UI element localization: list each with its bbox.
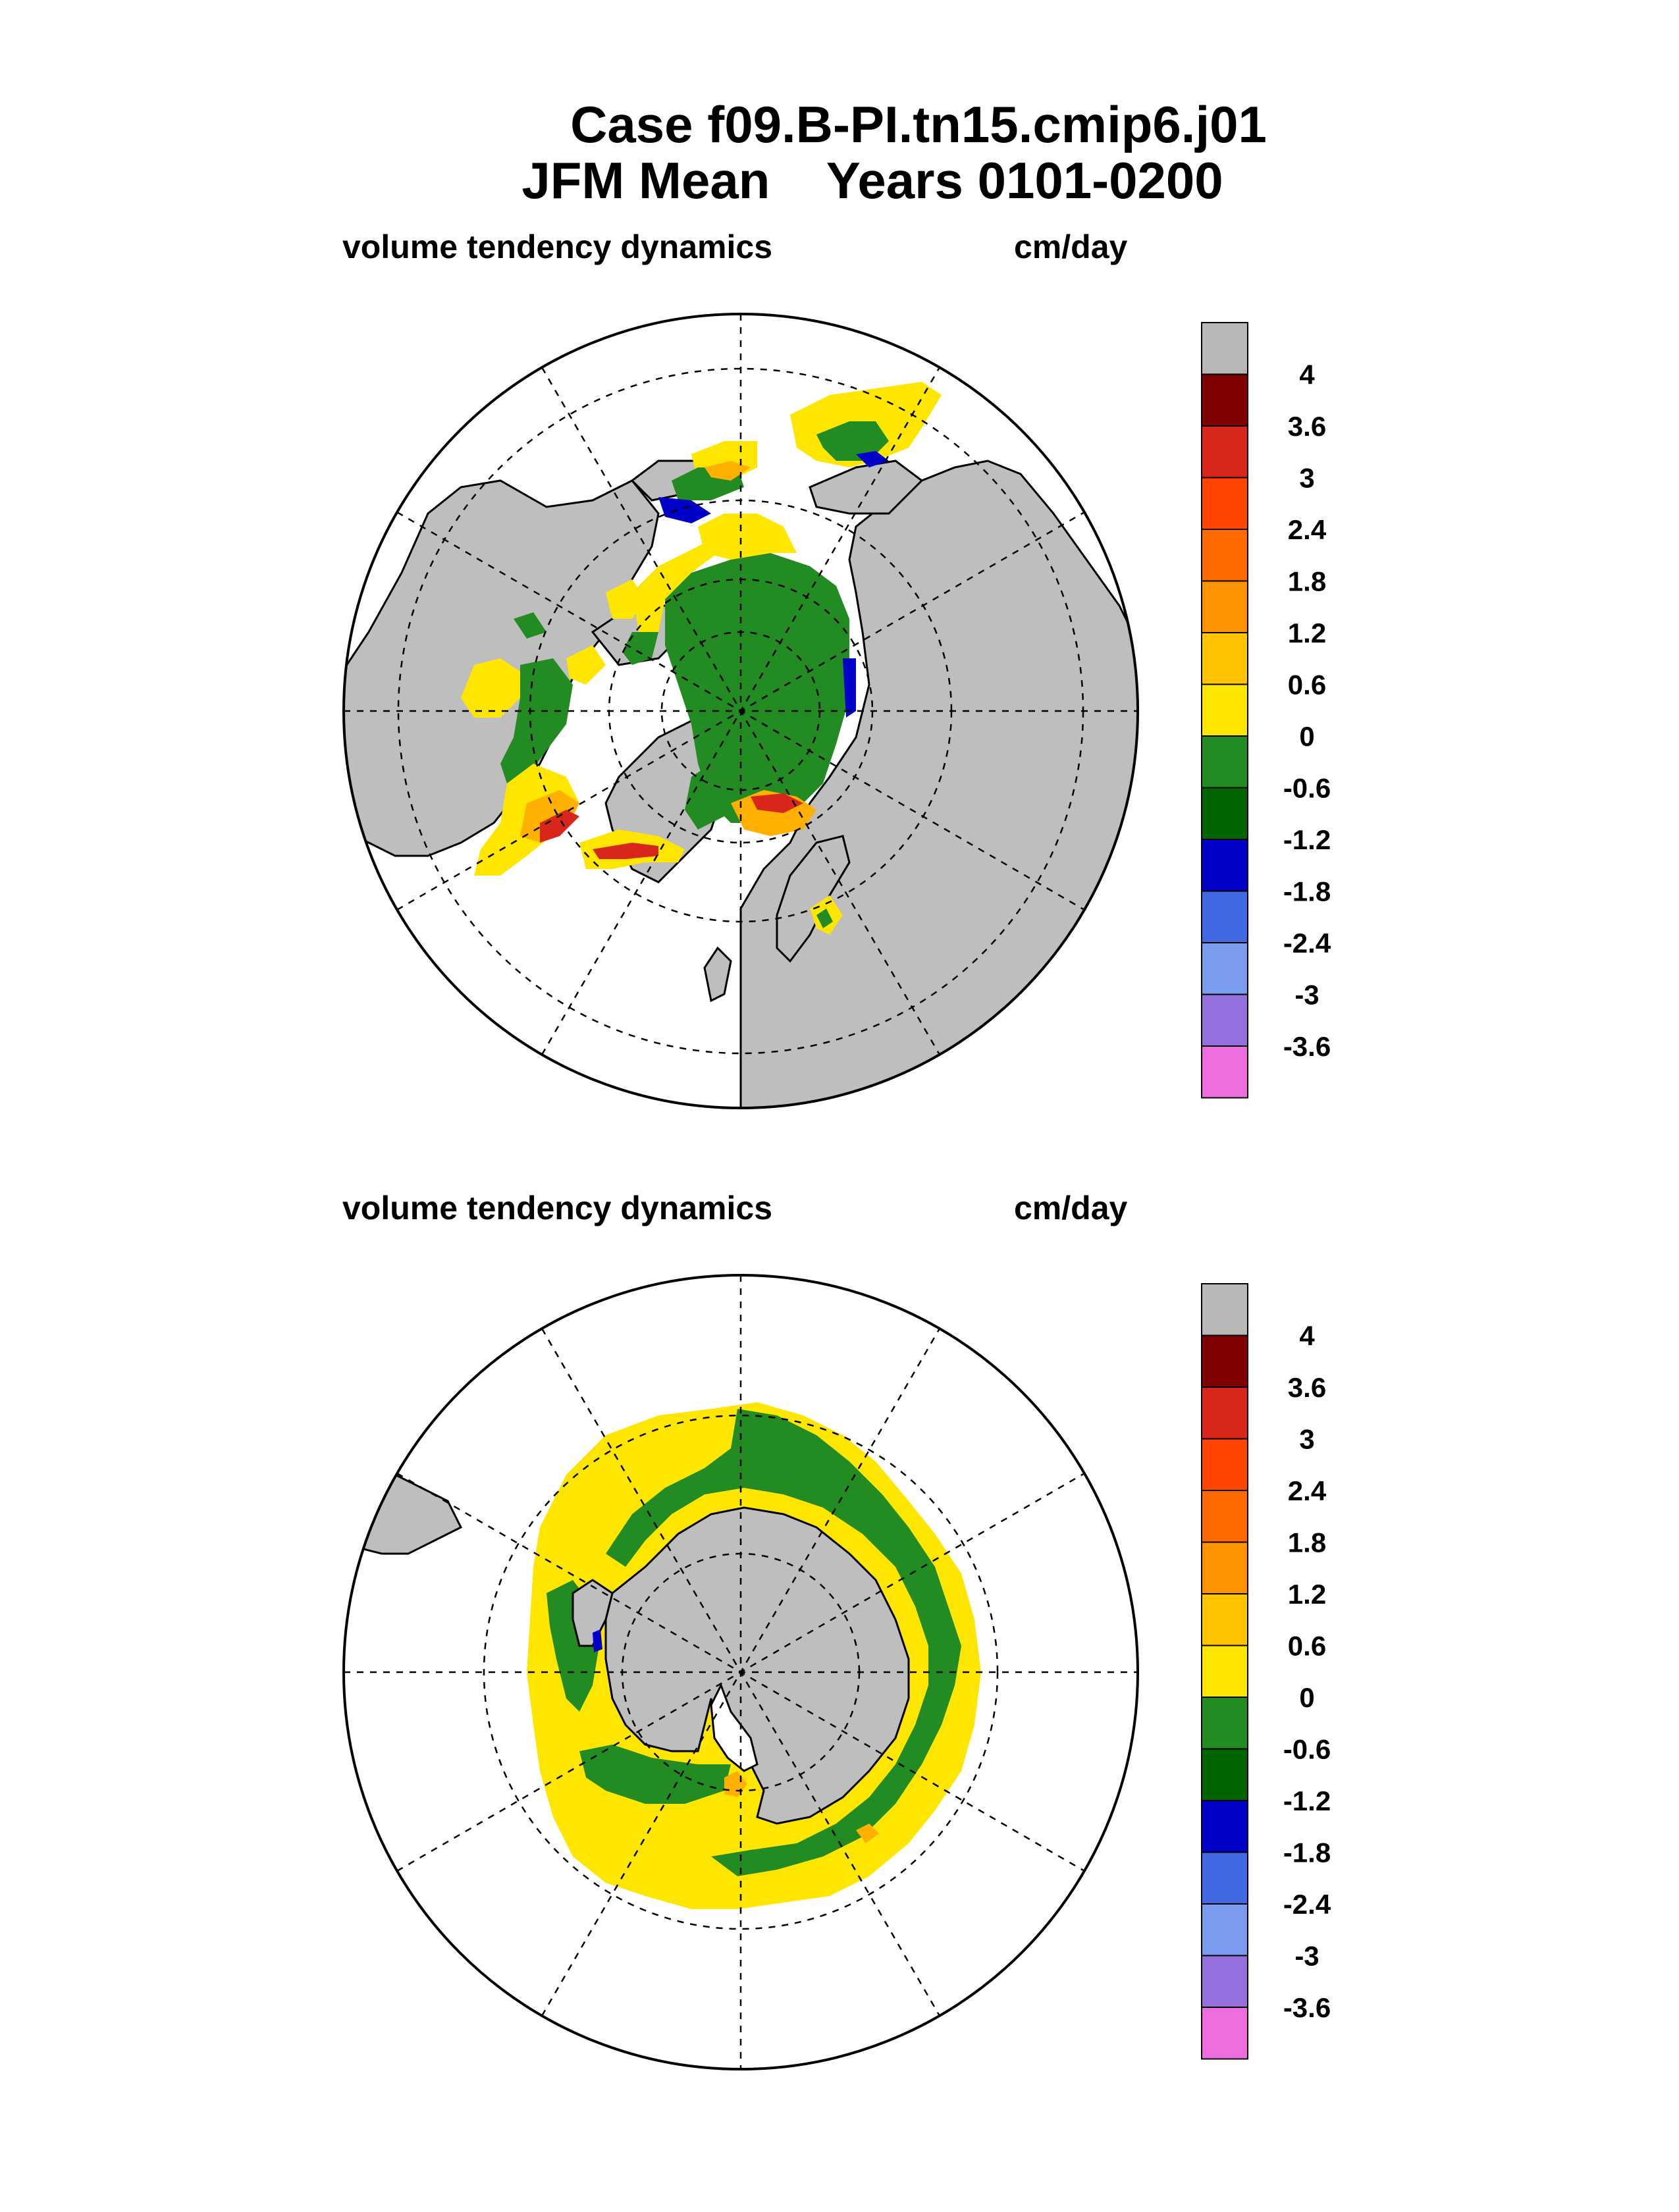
colorbar-swatch: [1202, 2007, 1248, 2059]
figure-title-period: JFM Mean Years 0101-0200: [521, 151, 1223, 209]
colorbar-swatch: [1202, 788, 1248, 840]
colorbar-top: [1202, 323, 1331, 1098]
colorbar-tick-label: 2.4: [1287, 1475, 1327, 1506]
colorbar-tick-label: -3: [1294, 1940, 1319, 1972]
colorbar-tick-label: -3.6: [1283, 1992, 1331, 2023]
colorbar-tick-label: -2.4: [1283, 1889, 1331, 1920]
colorbar-tick-label: -3.6: [1283, 1031, 1331, 1062]
colorbar-swatch: [1202, 529, 1248, 581]
colorbar-swatch: [1202, 1336, 1248, 1388]
colorbar-tick-label: 3.6: [1287, 411, 1327, 442]
colorbar-tick-label: 1.8: [1287, 1527, 1327, 1558]
colorbar-swatch: [1202, 581, 1248, 633]
colorbar-swatch: [1202, 1646, 1248, 1698]
colorbar-tick-label: 3.6: [1287, 1372, 1327, 1403]
colorbar-swatch: [1202, 1046, 1248, 1098]
colorbar-swatch: [1202, 1542, 1248, 1594]
colorbar-swatch: [1202, 1387, 1248, 1439]
colorbar-tick-label: 1.8: [1287, 566, 1327, 597]
colorbar-tick-label: 1.2: [1287, 618, 1327, 648]
colorbar-tick-label: 4: [1299, 1320, 1315, 1352]
figure-title-case: Case f09.B-PI.tn15.cmip6.j01: [570, 95, 1267, 153]
colorbar-tick-label: 3: [1299, 462, 1315, 494]
colorbar-tick-label: 1.2: [1287, 1579, 1327, 1610]
colorbar-swatch: [1202, 1490, 1248, 1542]
bottom-panel-units-label: cm/day: [1014, 1190, 1128, 1226]
bottom-panel-variable-label: volume tendency dynamics: [342, 1190, 773, 1226]
colorbar-tick-label: -0.6: [1283, 1733, 1331, 1765]
colorbar-tick-label: 3: [1299, 1423, 1315, 1455]
colorbar-swatch: [1202, 1956, 1248, 2008]
colorbar-swatch: [1202, 633, 1248, 685]
colorbar-tick-label: 0.6: [1287, 1630, 1327, 1662]
colorbar-swatch: [1202, 1749, 1248, 1801]
colorbar-tick-label: 0.6: [1287, 669, 1327, 700]
colorbar-tick-label: -1.8: [1283, 876, 1331, 907]
colorbar-swatch: [1202, 1904, 1248, 1956]
colorbar-swatch: [1202, 1697, 1248, 1749]
colorbar-swatch: [1202, 943, 1248, 995]
colorbar-swatch: [1202, 478, 1248, 530]
arctic-map-panel: [0, 263, 1679, 1251]
colorbar-swatch: [1202, 426, 1248, 478]
colorbar-tick-label: 0: [1299, 1682, 1315, 1713]
colorbar-tick-label: -1.2: [1283, 824, 1331, 855]
colorbar-swatch: [1202, 323, 1248, 375]
top-panel-units-label: cm/day: [1014, 228, 1128, 265]
colorbar-tick-label: -0.6: [1283, 772, 1331, 804]
colorbar-swatch: [1202, 375, 1248, 427]
colorbar-swatch: [1202, 995, 1248, 1047]
colorbar-tick-label: 0: [1299, 721, 1315, 752]
colorbar-tick-label: 4: [1299, 359, 1315, 390]
colorbar-tick-label: 2.4: [1287, 514, 1327, 545]
colorbar-tick-label: -3: [1294, 979, 1319, 1011]
top-panel-variable-label: volume tendency dynamics: [342, 228, 773, 265]
colorbar-swatch: [1202, 736, 1248, 788]
colorbar-tick-label: -1.8: [1283, 1837, 1331, 1868]
colorbar-swatch: [1202, 1439, 1248, 1491]
colorbar-swatch: [1202, 1594, 1248, 1646]
colorbar-tick-label: -2.4: [1283, 928, 1331, 959]
colorbar-swatch: [1202, 685, 1248, 737]
antarctic-map-panel: [0, 1224, 1679, 2212]
colorbar-swatch: [1202, 891, 1248, 943]
colorbar-tick-label: -1.2: [1283, 1785, 1331, 1816]
colorbar-swatch: [1202, 1284, 1248, 1336]
arctic-map: [329, 303, 1159, 1132]
colorbar-swatch: [1202, 1853, 1248, 1905]
colorbar-bottom: [1202, 1284, 1331, 2059]
colorbar-swatch: [1202, 1801, 1248, 1853]
antarctic-map: [329, 1264, 1159, 2094]
colorbar-swatch: [1202, 839, 1248, 891]
